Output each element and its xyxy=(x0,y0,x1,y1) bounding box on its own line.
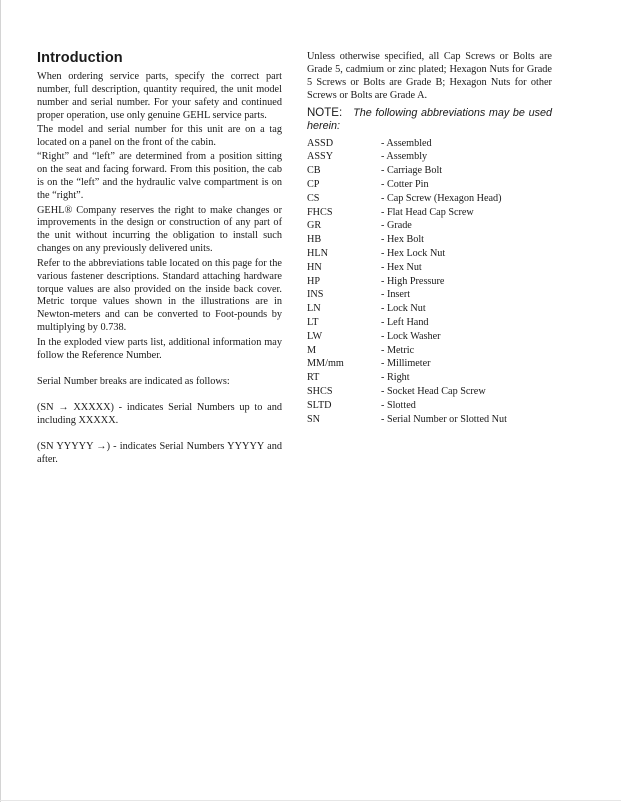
abbreviation-row xyxy=(307,137,507,151)
abbreviation-row xyxy=(307,164,507,178)
abbreviation-row xyxy=(307,357,507,371)
abbreviation-meaning: - Cap Screw (Hexagon Head) xyxy=(381,192,502,204)
abbreviation-meaning: - Serial Number or Slotted Nut xyxy=(381,413,507,425)
abbreviation-code: MM/mm xyxy=(307,358,344,370)
ordering-paragraph: When ordering service parts, specify the correct part number, full description, quantity required, the unit model number and serial number. For your safety and continued proper operation, use only genuine GEHL service parts. xyxy=(37,71,282,121)
abbreviation-code: HB xyxy=(307,234,322,246)
abbreviation-code: FHCS xyxy=(307,206,333,218)
abbreviation-meaning: - Hex Lock Nut xyxy=(381,248,446,259)
abbreviation-row xyxy=(307,330,507,344)
abbreviation-row xyxy=(307,233,507,247)
abbreviations-column xyxy=(307,51,552,426)
serial-up-to-note: (SN → XXXXX) - indicates Serial Numbers up to and including XXXXX. xyxy=(37,402,282,427)
abbreviation-row xyxy=(307,275,507,289)
abbreviation-meaning: - Slotted xyxy=(381,399,416,411)
abbreviation-code: SN xyxy=(307,413,321,425)
abbreviation-code: HLN xyxy=(307,248,328,259)
abbreviation-row xyxy=(307,399,507,413)
abbreviation-meaning: - Metric xyxy=(381,344,415,356)
abbreviation-code: CS xyxy=(307,192,320,204)
torque-paragraph: Refer to the abbreviations table located on this page for the various fastener descriptions. Standard attaching hardware torque values are also provided on the inside back cover. Metric torque values shown in the illustrations are in Newton-meters and can be converted to Foot-pounds by multiplying by 0.738. xyxy=(37,257,282,334)
abbreviation-meaning: - Hex Bolt xyxy=(381,234,425,246)
abbreviation-meaning: - Left Hand xyxy=(381,316,429,328)
abbreviation-meaning: - Carriage Bolt xyxy=(381,165,443,177)
abbreviation-code: HN xyxy=(307,261,322,273)
abbreviation-row xyxy=(307,178,507,192)
abbreviation-row xyxy=(307,192,507,206)
abbreviation-code: HP xyxy=(307,275,321,287)
abbreviation-meaning: - Assembly xyxy=(381,151,428,163)
abbreviations-table xyxy=(307,137,507,427)
abbreviation-meaning: - Right xyxy=(381,372,410,384)
abbreviation-row xyxy=(307,261,507,275)
abbreviation-meaning: - Millimeter xyxy=(381,358,431,370)
abbreviation-row xyxy=(307,150,507,164)
abbreviation-meaning: - Insert xyxy=(381,289,411,301)
abbreviation-row xyxy=(307,413,507,427)
abbreviation-row xyxy=(307,247,507,261)
page-bottom-edge xyxy=(0,800,621,801)
abbreviation-code: SLTD xyxy=(307,399,332,411)
abbreviation-code: CB xyxy=(307,165,321,177)
abbreviation-row xyxy=(307,316,507,330)
abbreviation-row xyxy=(307,302,507,316)
abbreviation-code: LT xyxy=(307,316,319,328)
abbreviation-meaning: - Flat Head Cap Screw xyxy=(381,206,474,218)
abbreviation-code: RT xyxy=(307,372,320,384)
abbreviation-row xyxy=(307,288,507,302)
design-changes-paragraph: GEHL® Company reserves the right to make changes or improvements in the design or construction of any part of the unit without incurring the obligation to install such changes on any previously delivered units. xyxy=(37,204,282,255)
abbreviations-note xyxy=(307,107,552,133)
abbreviation-meaning: - Cotter Pin xyxy=(381,179,429,191)
grade-specification: Unless otherwise specified, all Cap Screws or Bolts are Grade 5, cadmium or zinc plated; Hexagon Nuts for Grade 5 Screws or Bolts are Grade B; Hexagon Nuts for other Screws or Bolts are Grade A. xyxy=(307,51,552,101)
abbreviation-meaning: - Lock Washer xyxy=(381,330,441,342)
section-heading: Introduction xyxy=(37,50,123,66)
abbreviation-row xyxy=(307,206,507,220)
serial-breaks-intro: Serial Number breaks are indicated as follows: xyxy=(37,376,230,388)
abbreviation-code: ASSY xyxy=(307,151,334,163)
abbreviation-code: LW xyxy=(307,330,323,342)
abbreviation-row xyxy=(307,371,507,385)
abbreviation-meaning: - High Pressure xyxy=(381,275,445,287)
serial-and-after-note: (SN YYYYY →) - indicates Serial Numbers YYYYY and after. xyxy=(37,441,282,466)
abbreviation-meaning: - Grade xyxy=(381,220,412,232)
abbreviation-row xyxy=(307,385,507,399)
note-text: The following abbreviations may be used herein: xyxy=(307,106,552,132)
abbreviation-meaning: - Assembled xyxy=(381,137,432,149)
abbreviation-code: ASSD xyxy=(307,137,334,149)
note-label: NOTE: xyxy=(307,106,343,119)
abbreviation-code: M xyxy=(307,344,317,356)
reference-number-paragraph: In the exploded view parts list, additional information may follow the Reference Number. xyxy=(37,336,282,361)
serial-tag-paragraph: The model and serial number for this unit are on a tag located on a panel on the front of the cabin. xyxy=(37,124,282,149)
abbreviation-meaning: - Socket Head Cap Screw xyxy=(381,385,486,397)
right-left-paragraph: “Right” and “left” are determined from a position sitting on the seat and facing forward. From this position, the cab is on the “left” and the hydraulic valve compartment is on the “right”. xyxy=(37,151,282,202)
page-left-edge xyxy=(0,0,1,802)
abbreviation-row xyxy=(307,344,507,358)
abbreviation-code: CP xyxy=(307,179,320,191)
abbreviation-code: SHCS xyxy=(307,385,333,397)
abbreviation-code: INS xyxy=(307,289,324,301)
introduction-column xyxy=(37,50,282,468)
abbreviation-code: GR xyxy=(307,220,322,232)
abbreviation-code: LN xyxy=(307,303,321,315)
abbreviation-meaning: - Hex Nut xyxy=(381,261,422,273)
abbreviation-row xyxy=(307,219,507,233)
abbreviation-meaning: - Lock Nut xyxy=(381,303,426,315)
